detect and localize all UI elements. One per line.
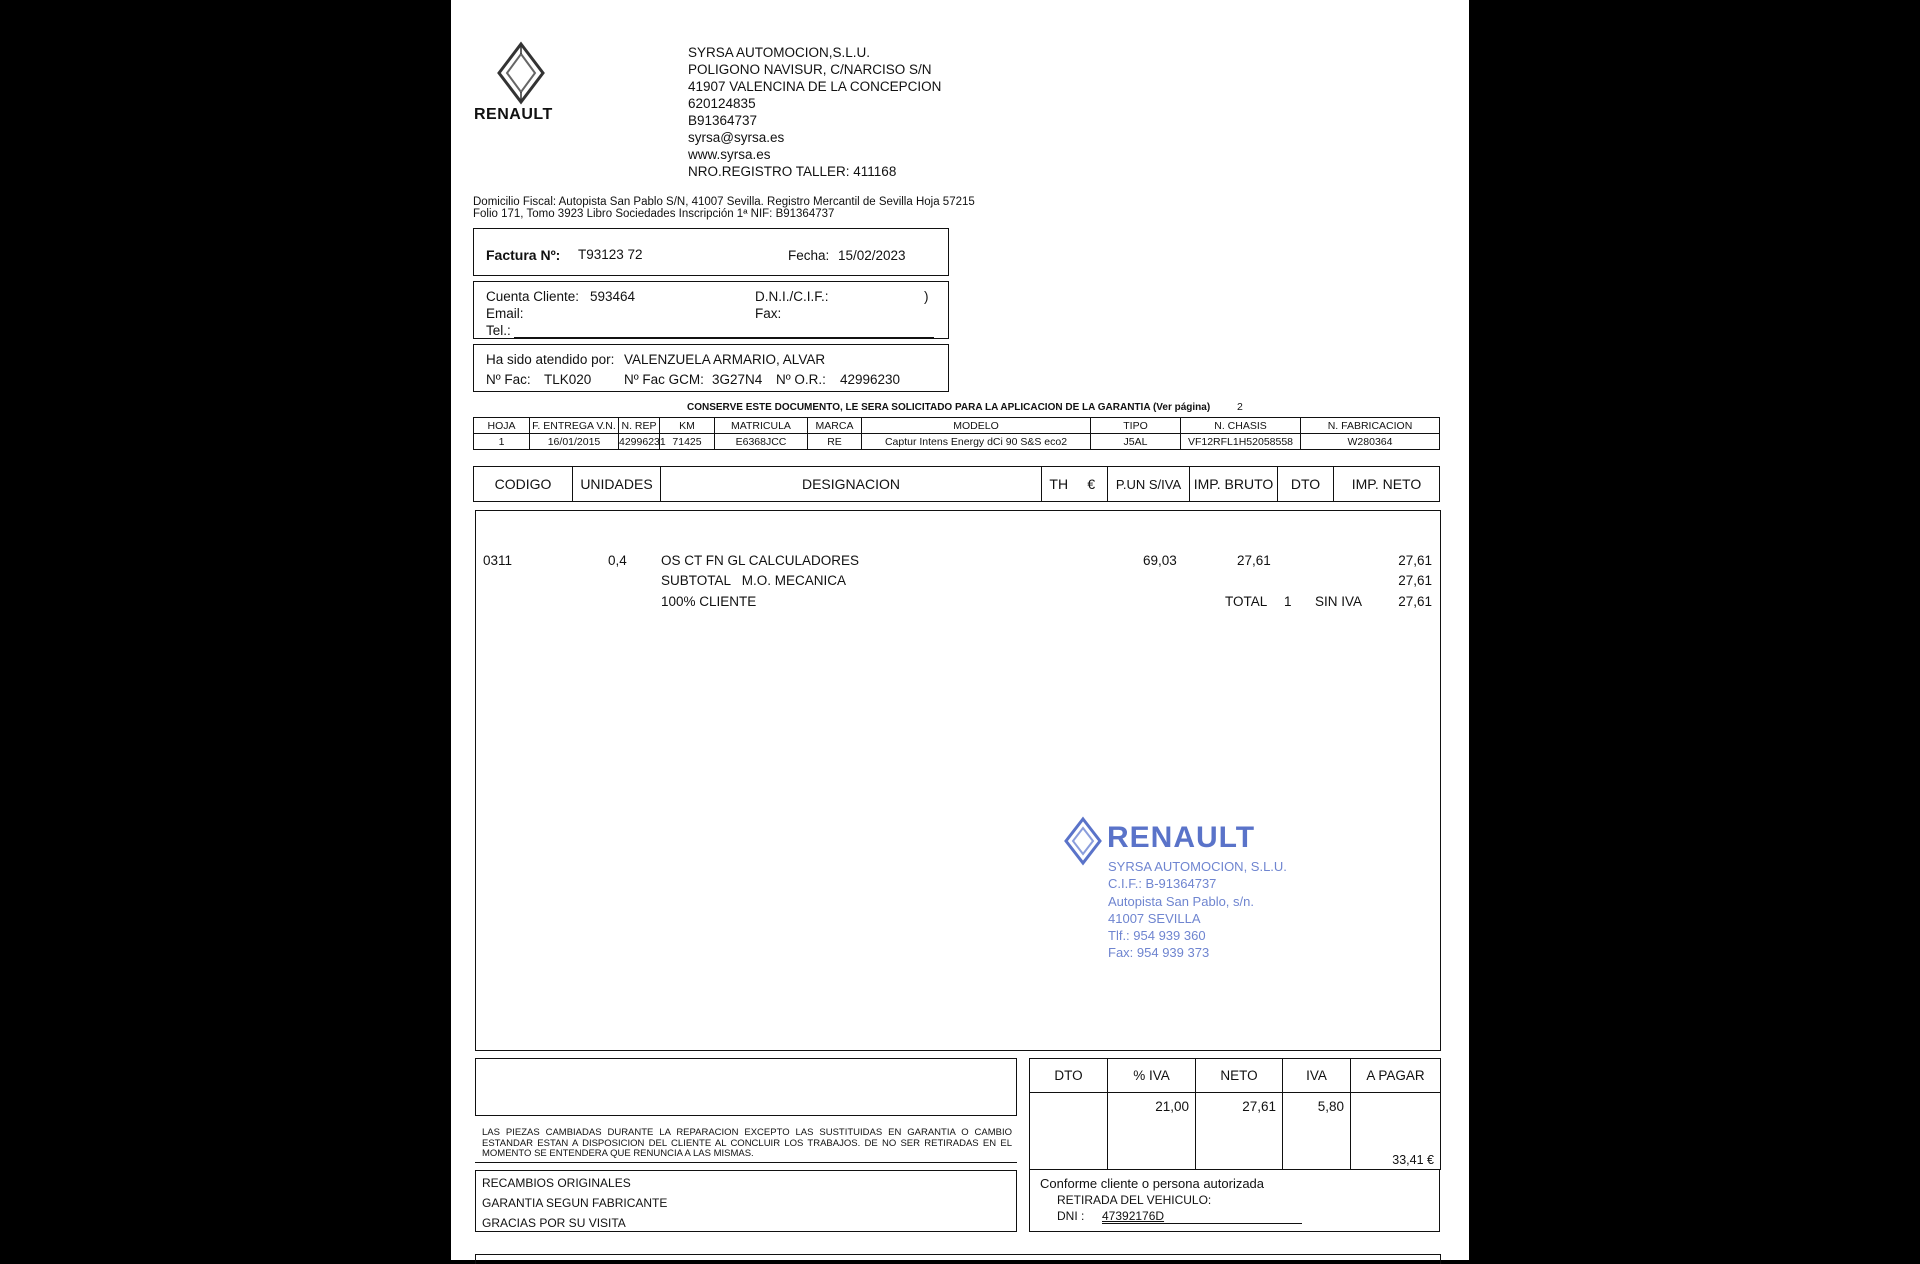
vehicle-header-cell: N. REP bbox=[619, 418, 660, 434]
nfac-value: TLK020 bbox=[544, 372, 592, 387]
signature-underline bbox=[1102, 1223, 1302, 1224]
warranty-notice: CONSERVE ESTE DOCUMENTO, LE SERA SOLICITADO PARA LA APLICACION DE LA GARANTIA (Ver página) bbox=[687, 402, 1211, 413]
disclaimer-divider bbox=[475, 1162, 1017, 1163]
header-designacion: DESIGNACION bbox=[661, 467, 1042, 502]
vehicle-value-cell: 1 bbox=[474, 434, 530, 450]
vehicle-header-cell: TIPO bbox=[1091, 418, 1181, 434]
cuenta-label: Cuenta Cliente: bbox=[486, 289, 580, 304]
vehicle-header-cell: F. ENTREGA V.N. bbox=[530, 418, 619, 434]
company-cif: B91364737 bbox=[688, 113, 758, 128]
vehicle-header-cell: HOJA bbox=[474, 418, 530, 434]
vehicle-header-cell: N. CHASIS bbox=[1181, 418, 1301, 434]
invoice-page bbox=[451, 0, 1469, 1260]
tel-underline bbox=[514, 337, 934, 338]
vehicle-value-cell: 71425 bbox=[660, 434, 715, 450]
subtotal-label: SUBTOTAL M.O. MECANICA bbox=[661, 573, 847, 588]
header-codigo: CODIGO bbox=[474, 467, 573, 502]
attended-label: Ha sido atendido por: bbox=[486, 352, 615, 367]
total-count: 1 bbox=[1284, 594, 1292, 609]
dni-label: D.N.I./C.I.F.: bbox=[755, 289, 829, 304]
stamp-line-1: SYRSA AUTOMOCION, S.L.U. bbox=[1108, 859, 1287, 874]
totals-header-row bbox=[1030, 1059, 1441, 1093]
vehicle-value-cell: W280364 bbox=[1301, 434, 1440, 450]
stamp-line-6: Fax: 954 939 373 bbox=[1108, 945, 1210, 960]
vehicle-value-cell: VF12RFL1H52058558 bbox=[1181, 434, 1301, 450]
footer-recambios: RECAMBIOS ORIGINALES bbox=[482, 1176, 631, 1190]
signature-dni-label: DNI : bbox=[1057, 1209, 1085, 1223]
signature-dni-value: 47392176D bbox=[1102, 1209, 1165, 1223]
totals-header-neto: NETO bbox=[1196, 1059, 1283, 1093]
header-unidades: UNIDADES bbox=[573, 467, 661, 502]
subtotal-value: 27,61 bbox=[1398, 573, 1432, 588]
footer-left-box bbox=[475, 1170, 1017, 1232]
fecha-label: Fecha: bbox=[788, 248, 830, 263]
totals-header-iva: IVA bbox=[1283, 1059, 1351, 1093]
vehicle-value-cell: E6368JCC bbox=[715, 434, 808, 450]
totals-piva: 21,00 bbox=[1108, 1093, 1196, 1170]
item-codigo: 0311 bbox=[483, 553, 513, 568]
stamp-line-3: Autopista San Pablo, s/n. bbox=[1108, 894, 1254, 909]
vehicle-header-cell: MATRICULA bbox=[715, 418, 808, 434]
header-th: TH bbox=[1042, 467, 1076, 502]
stamp-line-2: C.I.F.: B-91364737 bbox=[1108, 876, 1217, 891]
company-address-2: 41907 VALENCINA DE LA CONCEPCION bbox=[688, 79, 942, 94]
totals-neto: 27,61 bbox=[1196, 1093, 1283, 1170]
email-label: Email: bbox=[486, 306, 524, 321]
totals-dto bbox=[1030, 1093, 1108, 1170]
vehicle-value-cell: Captur Intens Energy dCi 90 S&S eco2 bbox=[862, 434, 1091, 450]
company-address-1: POLIGONO NAVISUR, C/NARCISO S/N bbox=[688, 62, 932, 77]
nfac-label: Nº Fac: bbox=[486, 372, 531, 387]
attended-name: VALENZUELA ARMARIO, ALVAR bbox=[624, 352, 826, 367]
signature-line-2: RETIRADA DEL VEHICULO: bbox=[1057, 1193, 1212, 1207]
vehicle-header-cell: KM bbox=[660, 418, 715, 434]
totals-header-apagar: A PAGAR bbox=[1351, 1059, 1441, 1093]
header-bruto: IMP. BRUTO bbox=[1190, 467, 1278, 502]
stamp-line-4: 41007 SEVILLA bbox=[1108, 911, 1201, 926]
item-pun: 69,03 bbox=[1143, 553, 1177, 568]
invoice-number-box bbox=[473, 228, 949, 276]
company-stamp bbox=[1063, 814, 1303, 964]
totals-value-row bbox=[1030, 1093, 1441, 1170]
cuenta-value: 593464 bbox=[590, 289, 636, 304]
stamp-brand: RENAULT bbox=[1107, 821, 1256, 854]
totals-table bbox=[1029, 1058, 1441, 1170]
lines-body bbox=[475, 510, 1441, 1051]
item-unidades: 0,4 bbox=[608, 553, 627, 568]
dni-value: ) bbox=[924, 289, 929, 304]
observations-box bbox=[475, 1058, 1017, 1116]
item-neto: 27,61 bbox=[1398, 553, 1432, 568]
vehicle-header-cell: N. FABRICACION bbox=[1301, 418, 1440, 434]
factura-value: T93123 72 bbox=[578, 247, 643, 262]
totals-apagar: 33,41 € bbox=[1351, 1093, 1441, 1170]
vehicle-value-cell: 42996231 bbox=[619, 435, 666, 448]
cliente-label: 100% CLIENTE bbox=[661, 594, 757, 609]
fiscal-line-1: Domicilio Fiscal: Autopista San Pablo S/N, 41007 Sevilla. Registro Mercantil de Sevilla Hoja 57215 bbox=[473, 196, 975, 208]
fax-label: Fax: bbox=[755, 306, 782, 321]
attended-box bbox=[473, 344, 949, 392]
vehicle-value-cell: RE bbox=[808, 434, 862, 450]
total-value: 27,61 bbox=[1398, 594, 1432, 609]
header-pun: P.UN S/IVA bbox=[1108, 467, 1190, 502]
lines-header-row bbox=[474, 467, 1440, 502]
or-label: Nº O.R.: bbox=[776, 372, 826, 387]
company-name: SYRSA AUTOMOCION,S.L.U. bbox=[688, 45, 871, 60]
footer-garantia: GARANTIA SEGUN FABRICANTE bbox=[482, 1196, 668, 1210]
tel-label: Tel.: bbox=[486, 323, 511, 338]
lines-header-table bbox=[473, 466, 1440, 502]
bottom-box-edge bbox=[475, 1254, 1441, 1264]
renault-logo bbox=[473, 42, 573, 128]
stamp-diamond-icon bbox=[1063, 817, 1103, 865]
company-email: syrsa@syrsa.es bbox=[688, 130, 785, 145]
client-box bbox=[473, 281, 949, 339]
gcm-label: Nº Fac GCM: bbox=[624, 372, 704, 387]
vehicle-header-cell: MARCA bbox=[808, 418, 862, 434]
total-label: TOTAL bbox=[1225, 594, 1268, 609]
item-designacion: OS CT FN GL CALCULADORES bbox=[661, 553, 860, 568]
company-phone: 620124835 bbox=[688, 96, 756, 111]
renault-logo-text: RENAULT bbox=[474, 106, 553, 123]
company-registry: NRO.REGISTRO TALLER: 411168 bbox=[688, 164, 897, 179]
header-neto: IMP. NETO bbox=[1334, 467, 1440, 502]
or-value: 42996230 bbox=[840, 372, 901, 387]
sin-iva-label: SIN IVA bbox=[1315, 594, 1363, 609]
totals-header-piva: % IVA bbox=[1108, 1059, 1196, 1093]
warranty-notice-page: 2 bbox=[1237, 401, 1243, 413]
vehicle-value-cell: 16/01/2015 bbox=[530, 434, 619, 450]
renault-diamond-icon bbox=[473, 42, 573, 104]
signature-box bbox=[1029, 1170, 1440, 1232]
vehicle-value-cell: J5AL bbox=[1091, 434, 1181, 450]
company-web: www.syrsa.es bbox=[688, 147, 771, 162]
vehicle-table bbox=[473, 417, 1440, 450]
factura-label: Factura Nº: bbox=[486, 247, 561, 263]
gcm-value: 3G27N4 bbox=[712, 372, 763, 387]
header-euro: € bbox=[1076, 467, 1108, 502]
fecha-value: 15/02/2023 bbox=[838, 248, 906, 263]
vehicle-header-cell: MODELO bbox=[862, 418, 1091, 434]
totals-header-dto: DTO bbox=[1030, 1059, 1108, 1093]
fiscal-line-2: Folio 171, Tomo 3923 Libro Sociedades Inscripción 1ª NIF: B91364737 bbox=[473, 208, 835, 220]
item-bruto: 27,61 bbox=[1237, 553, 1271, 568]
vehicle-value-row bbox=[474, 434, 1440, 450]
disclaimer-text: LAS PIEZAS CAMBIADAS DURANTE LA REPARACION EXCEPTO LAS SUSTITUIDAS EN GARANTIA O CAMBIO ESTANDAR ESTAN A DISPOSICION DEL CLIENTE AL CONCLUIR LOS TRABAJOS. DE NO SER RETIRADAS EN EL MOMENTO SE ENTENDERA QUE RENUNCIA A LAS MISMAS. bbox=[482, 1127, 1012, 1159]
stamp-line-5: Tlf.: 954 939 360 bbox=[1108, 928, 1206, 943]
signature-line-1: Conforme cliente o persona autorizada bbox=[1040, 1176, 1265, 1191]
header-dto: DTO bbox=[1278, 467, 1334, 502]
vehicle-header-row bbox=[474, 418, 1440, 434]
footer-gracias: GRACIAS POR SU VISITA bbox=[482, 1216, 626, 1230]
totals-iva: 5,80 bbox=[1283, 1093, 1351, 1170]
